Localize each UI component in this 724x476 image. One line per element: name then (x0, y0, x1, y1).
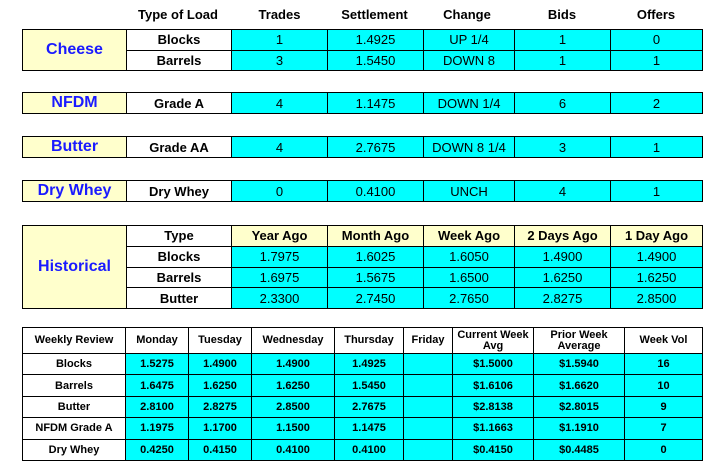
historical-cell: 1.6975 (232, 267, 328, 288)
historical-header-week-ago: Week Ago (424, 226, 515, 247)
header-trades: Trades (258, 7, 301, 22)
weekly-cell: 2.8500 (252, 396, 335, 417)
historical-cell: 1.4900 (611, 246, 703, 267)
header-bids: Bids (547, 7, 577, 22)
drywhey-settlement: 0.4100 (328, 181, 424, 202)
historical-cell: 2.7650 (424, 288, 515, 309)
weekly-cell: 1.1500 (252, 418, 335, 439)
cheese-barrels-type: Barrels (127, 50, 232, 71)
weekly-row-label: Butter (23, 396, 126, 417)
cheese-blocks-trades: 1 (232, 30, 328, 51)
cheese-blocks-type: Blocks (127, 30, 232, 51)
historical-cell: 2.8275 (515, 288, 611, 309)
butter-change: DOWN 8 1/4 (424, 137, 515, 158)
weekly-cell: 1.1975 (126, 418, 189, 439)
historical-row-type: Butter (127, 288, 232, 309)
historical-row-type: Blocks (127, 246, 232, 267)
butter-settlement: 2.7675 (328, 137, 424, 158)
drywhey-block (22, 180, 703, 202)
cheese-blocks-offers: 0 (611, 30, 703, 51)
weekly-cell: 0.4250 (126, 439, 189, 460)
cheese-barrels-settlement: 1.5450 (328, 50, 424, 71)
weekly-header-monday: Monday (126, 328, 189, 354)
weekly-cell (404, 396, 453, 417)
weekly-cell: 1.6475 (126, 375, 189, 396)
header-offers: Offers (636, 7, 676, 22)
weekly-cell: 1.6250 (189, 375, 252, 396)
butter-grade-aa-type: Grade AA (127, 137, 232, 158)
weekly-cell (404, 375, 453, 396)
weekly-header-prior-week-average: Prior Week Average (534, 328, 625, 354)
weekly-cell: 7 (625, 418, 703, 439)
historical-label: Historical (23, 226, 127, 309)
cheese-barrels-trades: 3 (232, 50, 328, 71)
weekly-cell: $1.1663 (453, 418, 534, 439)
drywhey-offers: 1 (611, 181, 703, 202)
cheese-label: Cheese (23, 30, 127, 71)
weekly-cell (404, 439, 453, 460)
historical-cell: 1.6050 (424, 246, 515, 267)
weekly-header-wednesday: Wednesday (252, 328, 335, 354)
header-type-of-load: Type of Load (138, 7, 218, 22)
weekly-cell: 1.5450 (335, 375, 404, 396)
weekly-row-label: Blocks (23, 354, 126, 375)
weekly-cell: $2.8015 (534, 396, 625, 417)
cheese-blocks-settlement: 1.4925 (328, 30, 424, 51)
drywhey-type: Dry Whey (127, 181, 232, 202)
weekly-cell: 0.4100 (252, 439, 335, 460)
cheese-block (22, 29, 703, 71)
historical-cell: 1.7975 (232, 246, 328, 267)
weekly-review-block (22, 327, 703, 461)
weekly-cell: 16 (625, 354, 703, 375)
historical-cell: 1.5675 (328, 267, 424, 288)
weekly-cell (404, 418, 453, 439)
nfdm-block (22, 92, 703, 114)
weekly-row-label: NFDM Grade A (23, 418, 126, 439)
cheese-barrels-change: DOWN 8 (424, 50, 515, 71)
historical-cell: 2.7450 (328, 288, 424, 309)
cheese-blocks-change: UP 1/4 (424, 30, 515, 51)
drywhey-change: UNCH (424, 181, 515, 202)
drywhey-label: Dry Whey (23, 181, 127, 202)
historical-header-month-ago: Month Ago (328, 226, 424, 247)
weekly-cell: 1.4900 (252, 354, 335, 375)
nfdm-bids: 6 (515, 93, 611, 114)
weekly-cell: 1.1475 (335, 418, 404, 439)
historical-block (22, 225, 703, 309)
cheese-blocks-bids: 1 (515, 30, 611, 51)
cheese-barrels-bids: 1 (515, 50, 611, 71)
historical-header-type: Type (127, 226, 232, 247)
weekly-cell: 1.6250 (252, 375, 335, 396)
butter-bids: 3 (515, 137, 611, 158)
historical-row-type: Barrels (127, 267, 232, 288)
drywhey-trades: 0 (232, 181, 328, 202)
weekly-cell: 1.5275 (126, 354, 189, 375)
butter-offers: 1 (611, 137, 703, 158)
nfdm-settlement: 1.1475 (328, 93, 424, 114)
header-change: Change (443, 7, 491, 22)
historical-header-1-day-ago: 1 Day Ago (611, 226, 703, 247)
header-settlement: Settlement (341, 7, 408, 22)
weekly-header-tuesday: Tuesday (189, 328, 252, 354)
weekly-cell: 2.8100 (126, 396, 189, 417)
weekly-cell: 0.4150 (189, 439, 252, 460)
weekly-row-label: Dry Whey (23, 439, 126, 460)
historical-cell: 2.3300 (232, 288, 328, 309)
weekly-header-current-week-avg: Current Week Avg (453, 328, 534, 354)
weekly-cell: 1.4900 (189, 354, 252, 375)
historical-header-year-ago: Year Ago (232, 226, 328, 247)
historical-cell: 1.4900 (515, 246, 611, 267)
nfdm-change: DOWN 1/4 (424, 93, 515, 114)
weekly-header-week-vol: Week Vol (625, 328, 703, 354)
weekly-cell: $1.5940 (534, 354, 625, 375)
weekly-cell: 9 (625, 396, 703, 417)
weekly-header-thursday: Thursday (335, 328, 404, 354)
weekly-cell: $1.6106 (453, 375, 534, 396)
nfdm-grade-a-type: Grade A (127, 93, 232, 114)
column-header (0, 5, 724, 23)
weekly-cell: 10 (625, 375, 703, 396)
weekly-cell: $2.8138 (453, 396, 534, 417)
historical-cell: 1.6250 (611, 267, 703, 288)
weekly-cell: $1.1910 (534, 418, 625, 439)
weekly-cell: 1.4925 (335, 354, 404, 375)
weekly-header-review: Weekly Review (23, 328, 126, 354)
weekly-row-label: Barrels (23, 375, 126, 396)
weekly-cell: 0.4100 (335, 439, 404, 460)
weekly-cell: 0 (625, 439, 703, 460)
weekly-cell: 2.7675 (335, 396, 404, 417)
historical-header-2-days-ago: 2 Days Ago (515, 226, 611, 247)
nfdm-offers: 2 (611, 93, 703, 114)
weekly-cell (404, 354, 453, 375)
historical-cell: 1.6500 (424, 267, 515, 288)
historical-cell: 2.8500 (611, 288, 703, 309)
weekly-cell: $1.5000 (453, 354, 534, 375)
nfdm-label: NFDM (23, 93, 127, 114)
butter-block (22, 136, 703, 158)
nfdm-trades: 4 (232, 93, 328, 114)
historical-cell: 1.6250 (515, 267, 611, 288)
weekly-cell: 2.8275 (189, 396, 252, 417)
historical-cell: 1.6025 (328, 246, 424, 267)
cheese-barrels-offers: 1 (611, 50, 703, 71)
butter-trades: 4 (232, 137, 328, 158)
weekly-cell: 1.1700 (189, 418, 252, 439)
weekly-cell: $0.4485 (534, 439, 625, 460)
weekly-header-friday: Friday (404, 328, 453, 354)
weekly-cell: $1.6620 (534, 375, 625, 396)
butter-label: Butter (23, 137, 127, 158)
drywhey-bids: 4 (515, 181, 611, 202)
weekly-cell: $0.4150 (453, 439, 534, 460)
